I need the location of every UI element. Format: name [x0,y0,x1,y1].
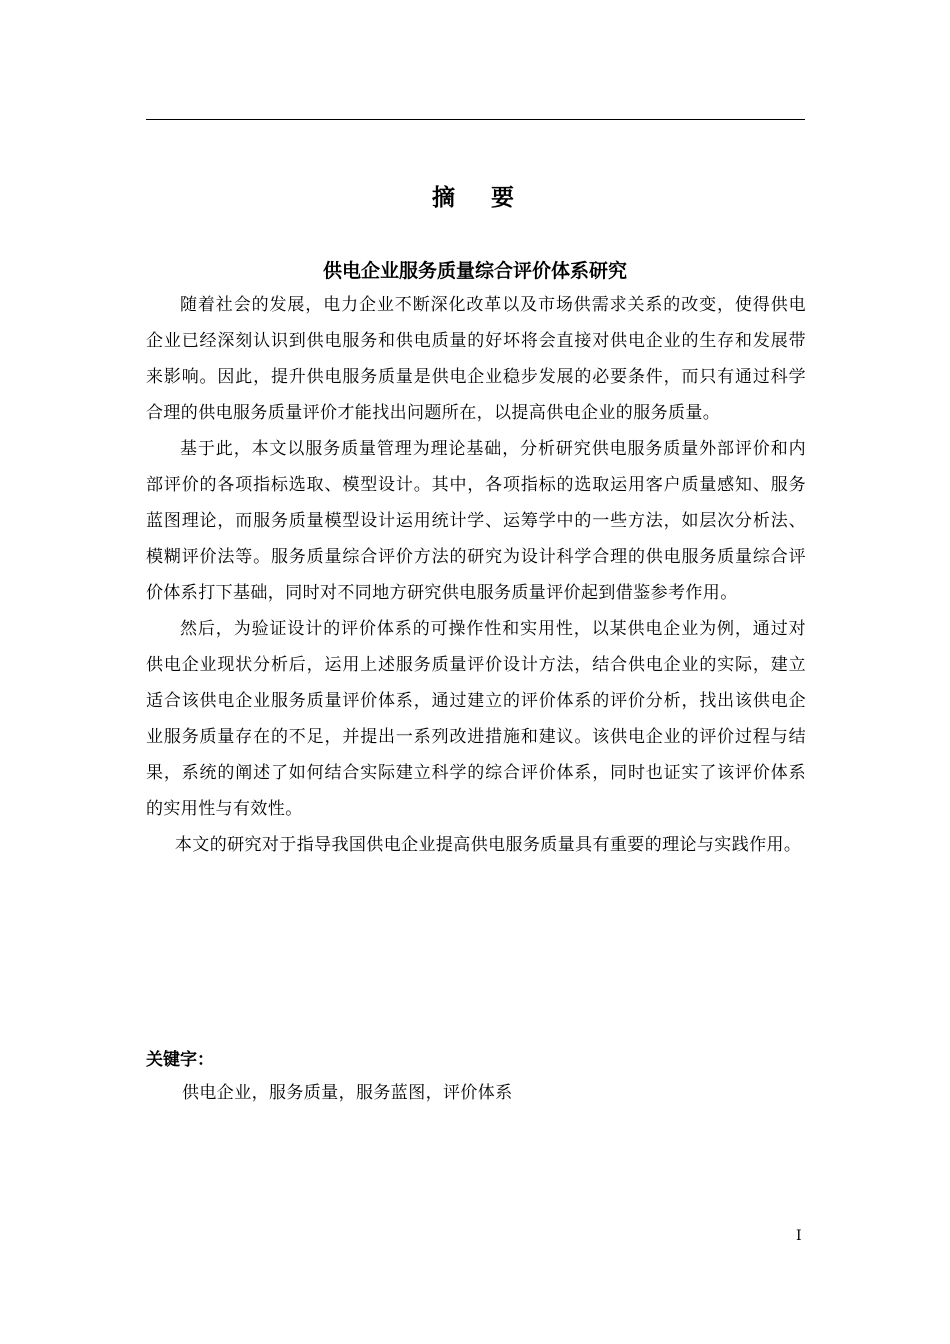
abstract-paragraph-1: 随着社会的发展，电力企业不断深化改革以及市场供需求关系的改变，使得供电企业已经深刻认识到供电服务和供电质量的好坏将会直接对供电企业的生存和发展带来影响。因此，提升供电服务质量是供电企业稳步发展的必要条件，而只有通过科学合理的供电服务质量评价才能找出问题所在，以提高供电企业的服务质量。 [146,295,806,423]
header-rule [146,119,805,120]
abstract-paragraph-3: 然后，为验证设计的评价体系的可操作性和实用性，以某供电企业为例，通过对供电企业现状分析后，运用上述服务质量评价设计方法，结合供电企业的实际，建立适合该供电企业服务质量评价体系，通过建立的评价体系的评价分析，找出该供电企业服务质量存在的不足，并提出一系列改进措施和建议。该供电企业的评价过程与结果，系统的阐述了如何结合实际建立科学的综合评价体系，同时也证实了该评价体系的实用性与有效性。 [146,619,806,819]
abstract-body [146,287,806,863]
keywords-label: 关键字： [146,1050,214,1070]
abstract-paragraph-4: 本文的研究对于指导我国供电企业提高供电服务质量具有重要的理论与实践作用。 [174,835,802,855]
keywords-list: 供电企业，服务质量，服务蓝图，评价体系 [182,1083,513,1103]
abstract-paragraph-2: 基于此，本文以服务质量管理为理论基础，分析研究供电服务质量外部评价和内部评价的各项指标选取、模型设计。其中，各项指标的选取运用客户质量感知、服务蓝图理论，而服务质量模型设计运用统计学、运筹学中的一些方法，如层次分析法、模糊评价法等。服务质量综合评价方法的研究为设计科学合理的供电服务质量综合评价体系打下基础，同时对不同地方研究供电服务质量评价起到借鉴参考作用。 [146,439,806,603]
page-number: I [796,1228,802,1244]
thesis-title: 供电企业服务质量综合评价体系研究 [322,260,627,282]
abstract-heading: 摘 要 [431,185,528,211]
